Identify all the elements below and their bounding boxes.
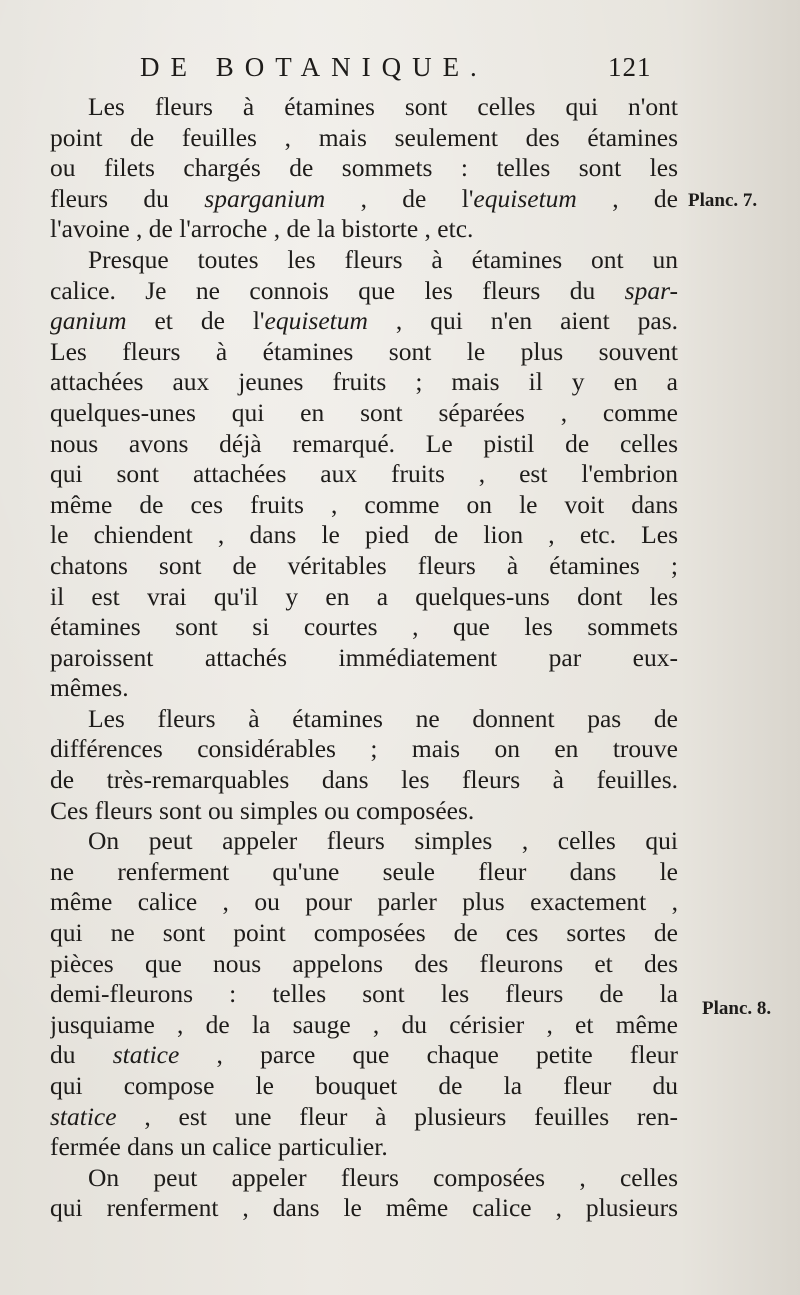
text-line: attachées aux jeunes fruits ; mais il y en a — [50, 367, 678, 397]
text-line: du statice , parce que chaque petite fleur — [50, 1040, 678, 1070]
text-line: chatons sont de véritables fleurs à étamines ; — [50, 550, 678, 580]
text-line: Les fleurs à étamines ne donnent pas de — [88, 703, 678, 733]
text-line: On peut appeler fleurs simples , celles qui — [88, 826, 678, 856]
text-line: Les fleurs à étamines sont celles qui n'ont — [88, 92, 678, 121]
text-line: mêmes. — [50, 673, 129, 703]
body-text — [50, 92, 678, 1224]
text-line: même de ces fruits , comme on le voit dans — [50, 489, 678, 519]
text-line: ou filets chargés de sommets : telles sont les — [50, 153, 678, 183]
text-line: calice. Je ne connois que les fleurs du spar- — [50, 275, 678, 305]
text-line: fleurs du sparganium , de l'equisetum , de — [50, 183, 678, 213]
text-line: point de feuilles , mais seulement des étamines — [50, 122, 678, 152]
text-line: pièces que nous appelons des fleurons et des — [50, 948, 678, 978]
text-line: statice , est une fleur à plusieurs feuilles ren- — [50, 1101, 678, 1131]
text-line: fermée dans un calice particulier. — [50, 1132, 388, 1162]
text-line: quelques-unes qui en sont séparées , comme — [50, 397, 678, 427]
text-line: il est vrai qu'il y en a quelques-uns dont les — [50, 581, 678, 611]
text-line: l'avoine , de l'arroche , de la bistorte , etc. — [50, 214, 474, 244]
text-line: de très-remarquables dans les fleurs à feuilles. — [50, 765, 678, 795]
text-line: Presque toutes les fleurs à étamines ont un — [88, 244, 678, 274]
margin-note-plate-8: Planc. 8. — [702, 998, 772, 1019]
text-line: nous avons déjà remarqué. Le pistil de celles — [50, 428, 678, 458]
text-line: qui ne sont point composées de ces sortes de — [50, 918, 678, 948]
page-number: 121 — [608, 52, 652, 82]
text-line: qui sont attachées aux fruits , est l'embrion — [50, 459, 678, 489]
text-line: même calice , ou pour parler plus exactement , — [50, 887, 678, 917]
text-line: qui renferment , dans le même calice , plusieurs — [50, 1193, 678, 1223]
text-line: ganium et de l'equisetum , qui n'en aient pas. — [50, 306, 678, 336]
text-line: Les fleurs à étamines sont le plus souvent — [50, 336, 678, 366]
text-line: différences considérables ; mais on en trouve — [50, 734, 678, 764]
text-line: paroissent attachés immédiatement par eux- — [50, 642, 678, 672]
running-head — [140, 52, 700, 92]
text-line: Ces fleurs sont ou simples ou composées. — [50, 795, 475, 825]
text-line: demi-fleurons : telles sont les fleurs de la — [50, 979, 678, 1009]
text-line: étamines sont si courtes , que les sommets — [50, 612, 678, 642]
margin-note-plate-7: Planc. 7. — [688, 190, 758, 211]
text-line: ne renferment qu'une seule fleur dans le — [50, 856, 678, 886]
text-line: jusquiame , de la sauge , du cérisier , et même — [50, 1009, 678, 1039]
text-line: On peut appeler fleurs composées , celles — [88, 1162, 678, 1192]
running-title: DE BOTANIQUE. — [140, 52, 488, 82]
text-line: qui compose le bouquet de la fleur du — [50, 1071, 678, 1100]
text-line: le chiendent , dans le pied de lion , etc. Les — [50, 520, 678, 550]
